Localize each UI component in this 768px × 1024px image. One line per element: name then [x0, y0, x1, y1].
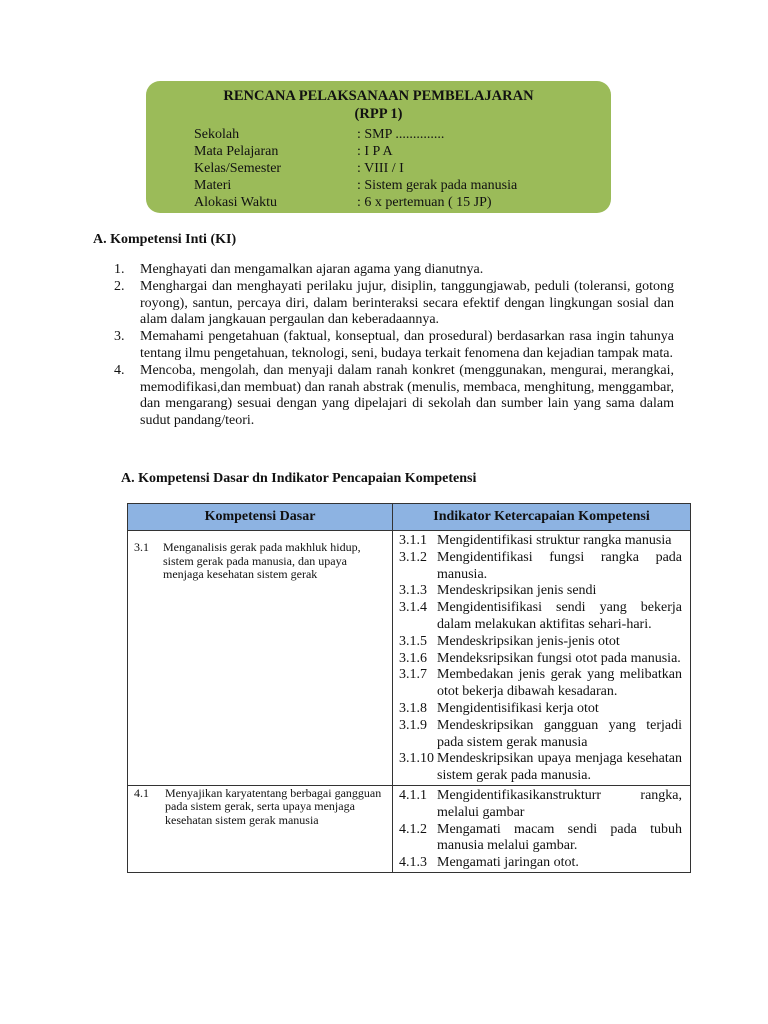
indicator-item — [399, 550, 682, 584]
ki-number: 2. — [114, 278, 125, 294]
indicator-text: Mengidentisifikasi kerja otot — [437, 700, 599, 716]
indicator-number: 4.1.1 — [399, 787, 427, 803]
meta-label: Kelas/Semester — [194, 161, 282, 176]
section-kd-heading: A. Kompetensi Dasar dn Indikator Pencapaian Kompetensi — [121, 471, 477, 486]
col-header-kd: Kompetensi Dasar — [128, 504, 393, 531]
indicator-list — [393, 786, 690, 872]
meta-row-class — [194, 160, 404, 177]
ki-text: Mencoba, mengolah, dan menyaji dalam ranah konkret (menggunakan, mengurai, merangkai, memodifikasi,dan membuat) dan ranah abstrak (menulis, membaca, menghitung, menggambar, dan mengarang) sesuai dengan yang dipelajari di sekolah dan sumber lain yang sama dalam sudut pandang/teori. — [140, 362, 674, 429]
indicator-text: Mengamati jaringan otot. — [437, 855, 579, 871]
indicator-item — [399, 651, 682, 668]
indicator-item — [399, 718, 682, 752]
indicator-text: Mengidentifikasi fungsi rangka pada manusia. — [437, 549, 682, 582]
meta-value: : I P A — [357, 144, 393, 159]
meta-row-school — [194, 126, 444, 143]
ki-list — [114, 262, 674, 430]
meta-value: : Sistem gerak pada manusia — [357, 178, 518, 193]
indicator-text: Mendeskripsikan jenis-jenis otot — [437, 633, 620, 649]
indicator-item — [399, 788, 682, 822]
indicator-item — [399, 751, 682, 785]
indicator-text: Mendeskripsikan jenis sendi — [437, 583, 597, 599]
kd-cell — [128, 785, 393, 872]
indicator-number: 3.1.2 — [399, 549, 427, 565]
ki-item — [114, 363, 674, 430]
indicator-number: 3.1.10 — [399, 751, 434, 767]
indicator-number: 3.1.5 — [399, 633, 427, 649]
indicator-item — [399, 667, 682, 701]
ki-text: Menghayati dan mengamalkan ajaran agama yang dianutnya. — [140, 262, 484, 277]
meta-label: Alokasi Waktu — [194, 195, 277, 210]
indicator-list — [393, 531, 690, 785]
kd-text: Menganalisis gerak pada makhluk hidup, sistem gerak pada manusia, dan upaya menjaga kesehatan sistem gerak — [163, 540, 361, 581]
indicator-item — [399, 855, 682, 872]
section-ki-heading: A. Kompetensi Inti (KI) — [93, 232, 237, 247]
ki-number: 4. — [114, 362, 125, 378]
kd-table — [127, 503, 691, 873]
col-header-indicator: Indikator Ketercapaian Kompetensi — [393, 504, 691, 531]
table-header-row — [128, 504, 691, 531]
indicator-number: 3.1.3 — [399, 583, 427, 599]
indicator-cell — [393, 785, 691, 872]
kd-entry — [128, 531, 392, 582]
meta-label: Mata Pelajaran — [194, 144, 279, 159]
indicator-number: 3.1.7 — [399, 667, 427, 683]
indicator-number: 4.1.3 — [399, 855, 427, 871]
indicator-item — [399, 600, 682, 634]
meta-label: Sekolah — [194, 127, 240, 142]
meta-row-subject — [194, 143, 393, 160]
indicator-text: Mengidentifikasikanstrukturr rangka, melalui gambar — [437, 787, 682, 820]
indicator-cell — [393, 531, 691, 786]
indicator-text: Mengamati macam sendi pada tubuh manusia melalui gambar. — [437, 821, 682, 854]
meta-value: : 6 x pertemuan ( 15 JP) — [357, 195, 492, 210]
indicator-number: 3.1.9 — [399, 717, 427, 733]
meta-row-material — [194, 177, 517, 194]
meta-row-time — [194, 194, 492, 211]
document-title: RENCANA PELAKSANAAN PEMBELAJARAN — [223, 88, 534, 104]
indicator-number: 4.1.2 — [399, 821, 427, 837]
indicator-number: 3.1.8 — [399, 700, 427, 716]
indicator-item — [399, 634, 682, 651]
indicator-text: Mengidentifikasi struktur rangka manusia — [437, 533, 672, 548]
indicator-item — [399, 583, 682, 600]
indicator-number: 3.1.1 — [399, 533, 427, 548]
kd-cell — [128, 531, 393, 786]
indicator-item — [399, 822, 682, 856]
indicator-text: Mendeskripsikan gangguan yang terjadi pada sistem gerak manusia — [437, 717, 682, 750]
meta-value: : SMP .............. — [357, 127, 445, 142]
ki-item — [114, 262, 674, 279]
indicator-number: 3.1.6 — [399, 650, 427, 666]
kd-entry — [128, 786, 392, 828]
meta-label: Materi — [194, 178, 232, 193]
ki-number: 3. — [114, 329, 125, 345]
kd-number: 3.1 — [134, 540, 149, 554]
kd-text: Menyajikan karyatentang berbagai gangguan pada sistem gerak, serta upaya menjaga kesehatan sistem gerak manusia — [165, 785, 382, 827]
indicator-number: 3.1.4 — [399, 600, 427, 616]
ki-item — [114, 279, 674, 329]
indicator-item — [399, 701, 682, 718]
ki-text: Menghargai dan menghayati perilaku jujur, disiplin, tanggungjawab, peduli (toleransi, gotong royong), santun, percaya diri, dalam berinteraksi secara efektif dengan lingkungan sosial dan alam dalam jangkauan pergaulan dan keberadaannya. — [140, 278, 674, 328]
kd-number: 4.1 — [134, 785, 149, 800]
indicator-text: Membedakan jenis gerak yang melibatkan otot bekerja dibawah kesadaran. — [437, 667, 682, 700]
indicator-text: Mendeksripsikan fungsi otot pada manusia. — [437, 650, 681, 666]
table-row — [128, 785, 691, 872]
ki-item — [114, 329, 674, 363]
indicator-text: Mendeskripsikan upaya menjaga kesehatan sistem gerak pada manusia. — [437, 751, 682, 784]
meta-value: : VIII / I — [357, 161, 404, 176]
ki-text: Memahami pengetahuan (faktual, konseptual, dan prosedural) berdasarkan rasa ingin tahunya tentang ilmu pengetahuan, teknologi, seni, budaya terkait fenomena dan kejadian tampak mata. — [140, 329, 674, 361]
indicator-text: Mengidentisifikasi sendi yang bekerja dalam melakukan aktifitas sehari-hari. — [437, 600, 682, 632]
ki-number: 1. — [114, 262, 125, 277]
header-box — [146, 81, 611, 213]
indicator-item — [399, 533, 682, 550]
table-row — [128, 531, 691, 786]
document-subtitle: (RPP 1) — [354, 106, 403, 122]
